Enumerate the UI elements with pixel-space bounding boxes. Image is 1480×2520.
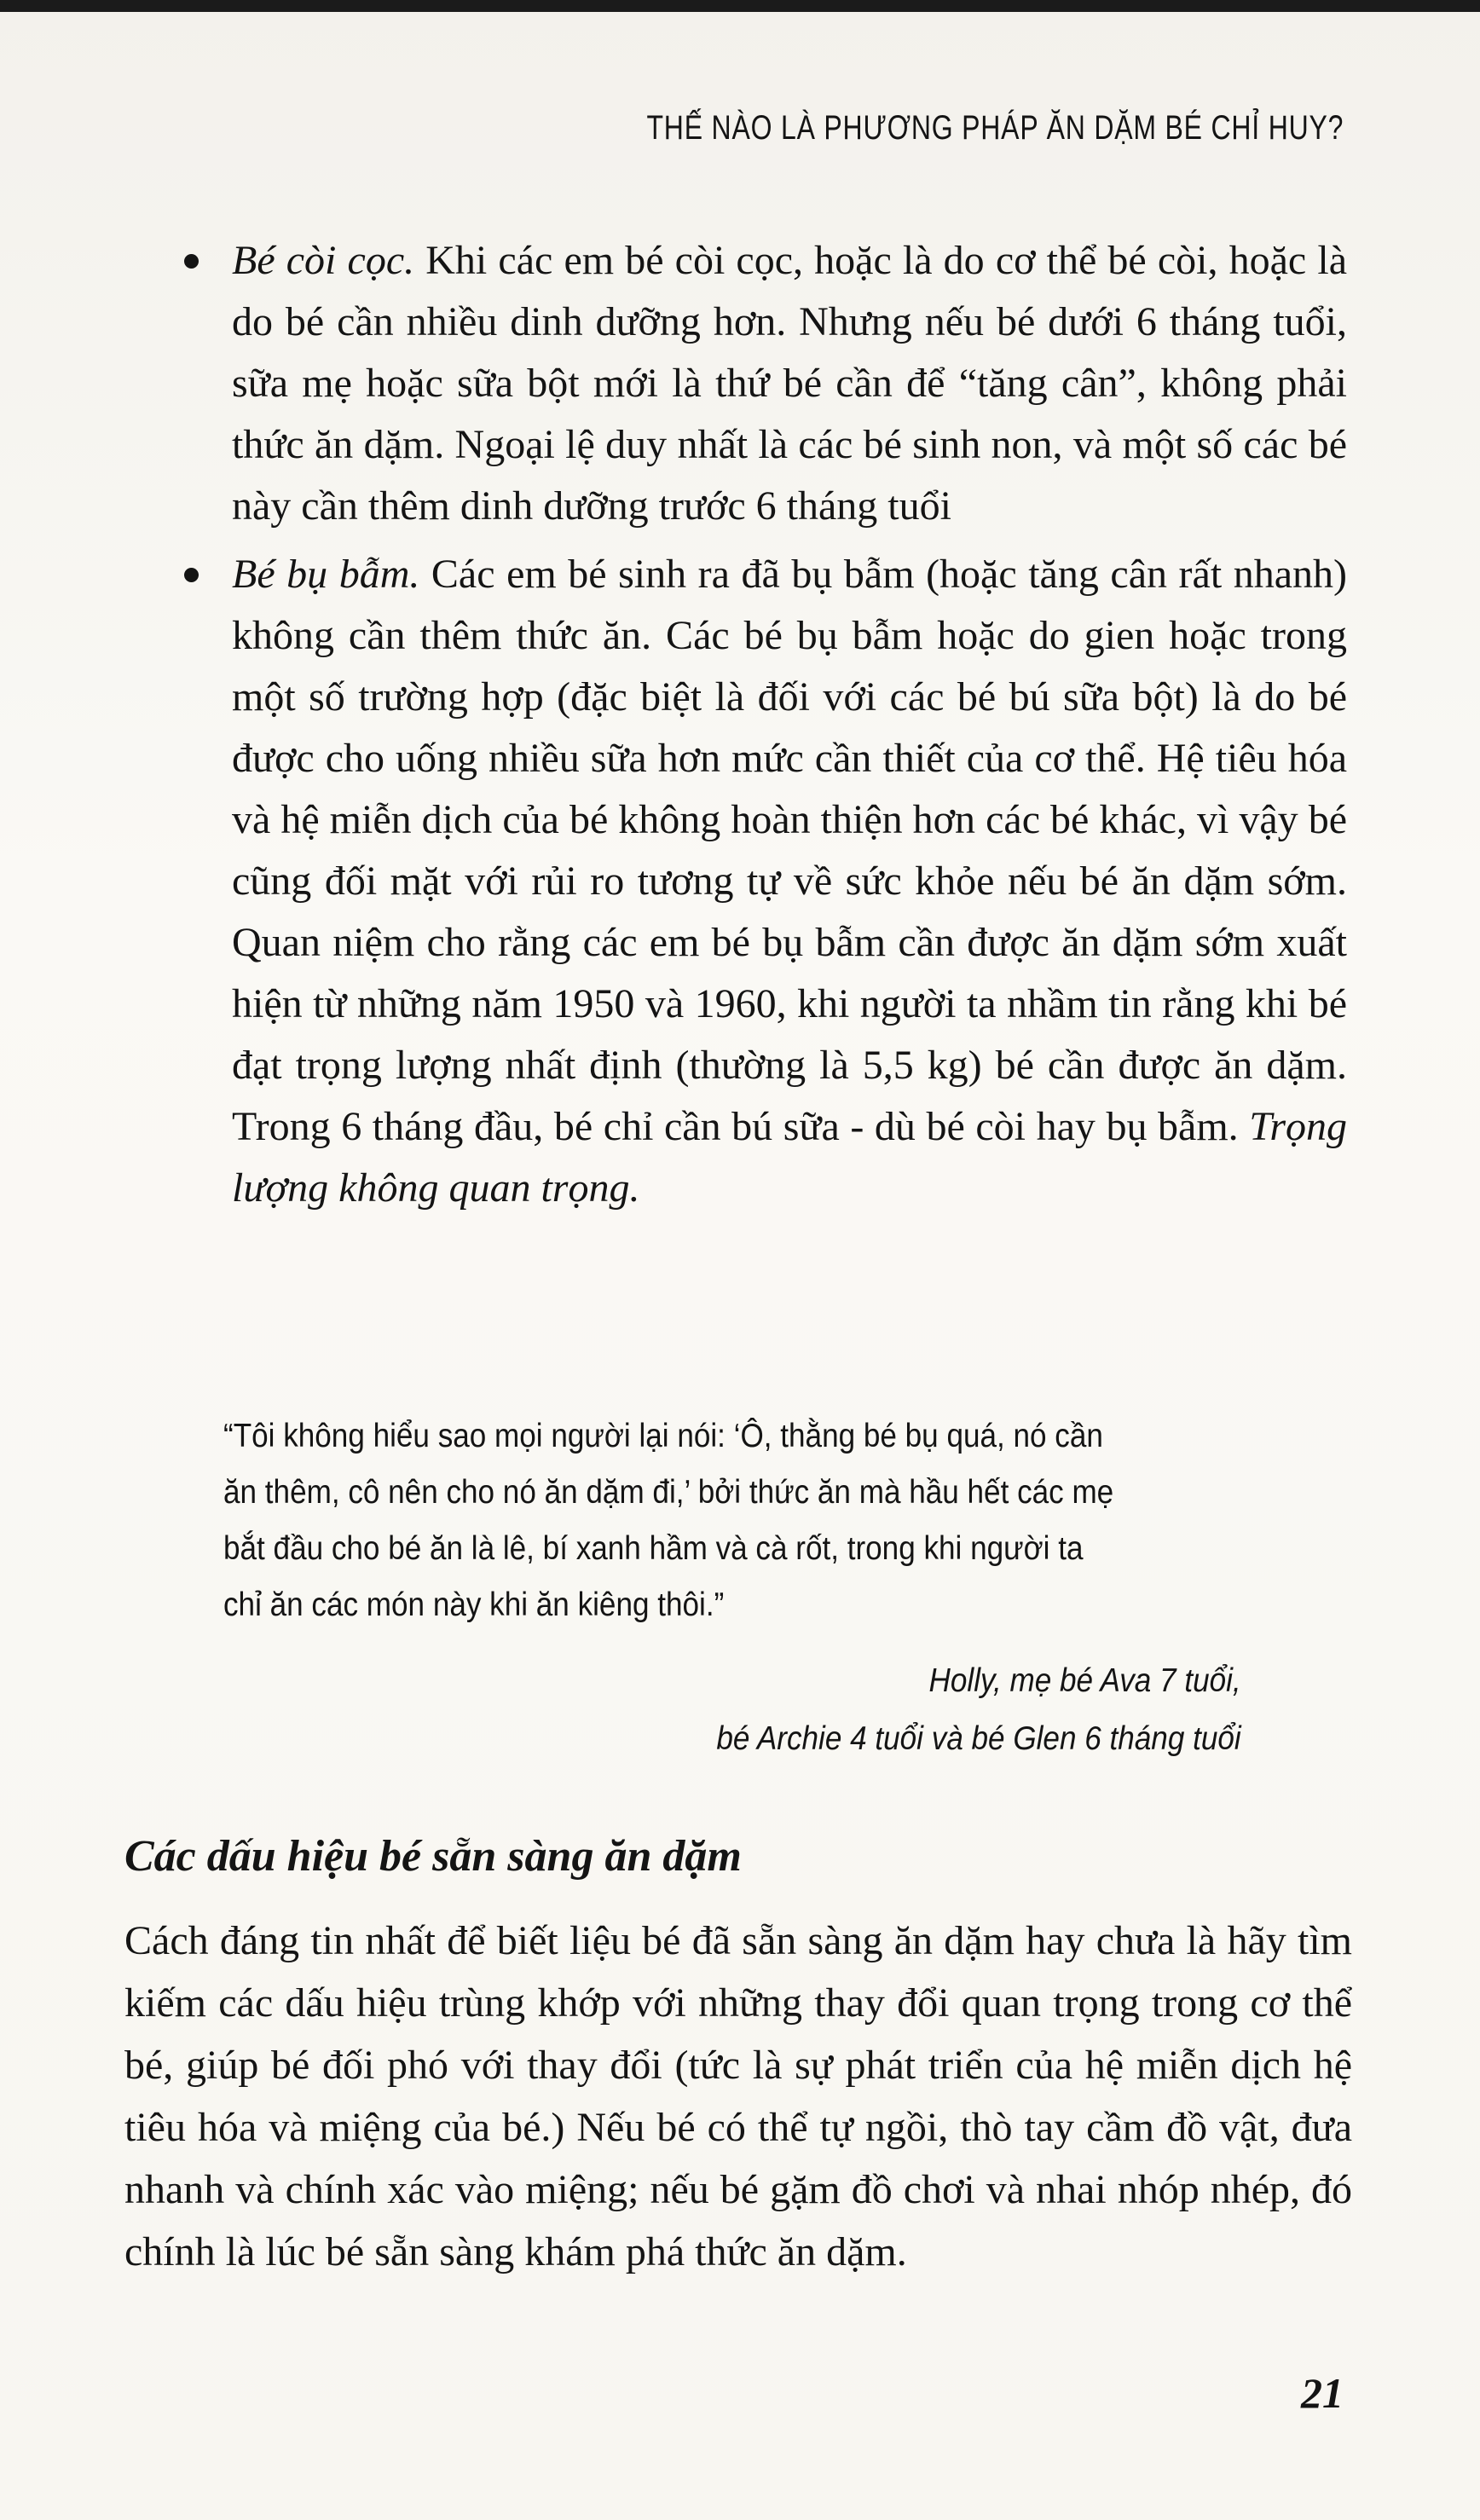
bullet-dot-icon (184, 568, 199, 582)
bullet-term: Bé bụ bẫm. (232, 552, 420, 597)
running-header: THẾ NÀO LÀ PHƯƠNG PHÁP ĂN DẶM BÉ CHỈ HUY? (646, 109, 1344, 147)
attribution-line-1: Holly, mẹ bé Ava 7 tuổi, (928, 1662, 1241, 1699)
bullet-text: Các em bé sinh ra đã bụ bẫm (hoặc tăng cân rất nhanh) không cần thêm thức ăn. Các bé bụ bẫm hoặc do gien hoặc trong một số trường hợp (đặc biệt là đối với các bé bú sữa bột) là do bé được cho uống nhiều sữa hơn mức cần thiết của cơ thể. Hệ tiêu hóa và hệ miễn dịch của bé không hoàn thiện hơn các bé khác, vì vậy bé cũng đối mặt với rủi ro tương tự về sức khỏe nếu bé ăn dặm sớm. Quan niệm cho rằng các em bé bụ bẫm cần được ăn dặm sớm xuất hiện từ những năm 1950 và 1960, khi người ta nhầm tin rằng khi bé đạt trọng lượng nhất định (thường là 5,5 kg) bé cần được ăn dặm. Trong 6 tháng đầu, bé chỉ cần bú sữa - dù bé còi hay bụ bẫm. (232, 552, 1347, 1149)
bullet-term: Bé còi cọc. (232, 238, 415, 283)
pull-quote: “Tôi không hiểu sao mọi người lại nói: ‘Ô, thằng bé bụ quá, nó cần ăn thêm, cô nên cho nó ăn dặm đi,’ bởi thức ăn mà hầu hết các mẹ bắt đầu cho bé ăn là lê, bí xanh hầm và cà rốt, trong khi người ta chỉ ăn các món này khi ăn kiêng thôi.” (223, 1418, 1114, 1623)
bullet-emphasis: Trọng lượng không quan trọng. (232, 1104, 1347, 1211)
bullet-list (143, 230, 1347, 1226)
bullet-item-chubby-baby (143, 544, 1347, 1219)
page-number: 21 (1301, 2369, 1344, 2417)
bullet-item-skinny-baby (143, 230, 1347, 537)
section-heading: Các dấu hiệu bé sẵn sàng ăn dặm (124, 1832, 742, 1881)
quote-attribution (717, 1652, 1241, 1768)
section-body: Cách đáng tin nhất để biết liệu bé đã sẵn sàng ăn dặm hay chưa là hãy tìm kiếm các dấu hiệu trùng khớp với những thay đổi quan trọng trong cơ thể bé, giúp bé đối phó với thay đổi (tức là sự phát triển của hệ miễn dịch hệ tiêu hóa và miệng của bé.) Nếu bé có thể tự ngồi, thò tay cầm đồ vật, đưa nhanh và chính xác vào miệng; nếu bé gặm đồ chơi và nhai nhóp nhép, đó chính là lúc bé sẵn sàng khám phá thức ăn dặm. (124, 1918, 1352, 2274)
bullet-text: Khi các em bé còi cọc, hoặc là do cơ thể bé còi, hoặc là do bé cần nhiều dinh dưỡng hơn. Nhưng nếu bé dưới 6 tháng tuổi, sữa mẹ hoặc sữa bột mới là thứ bé cần để “tăng cân”, không phải thức ăn dặm. Ngoại lệ duy nhất là các bé sinh non, và một số các bé này cần thêm dinh dưỡng trước 6 tháng tuổi (232, 238, 1347, 529)
top-edge-rule (0, 0, 1480, 12)
bullet-dot-icon (184, 254, 199, 269)
attribution-line-2: bé Archie 4 tuổi và bé Glen 6 tháng tuổi (716, 1720, 1241, 1757)
